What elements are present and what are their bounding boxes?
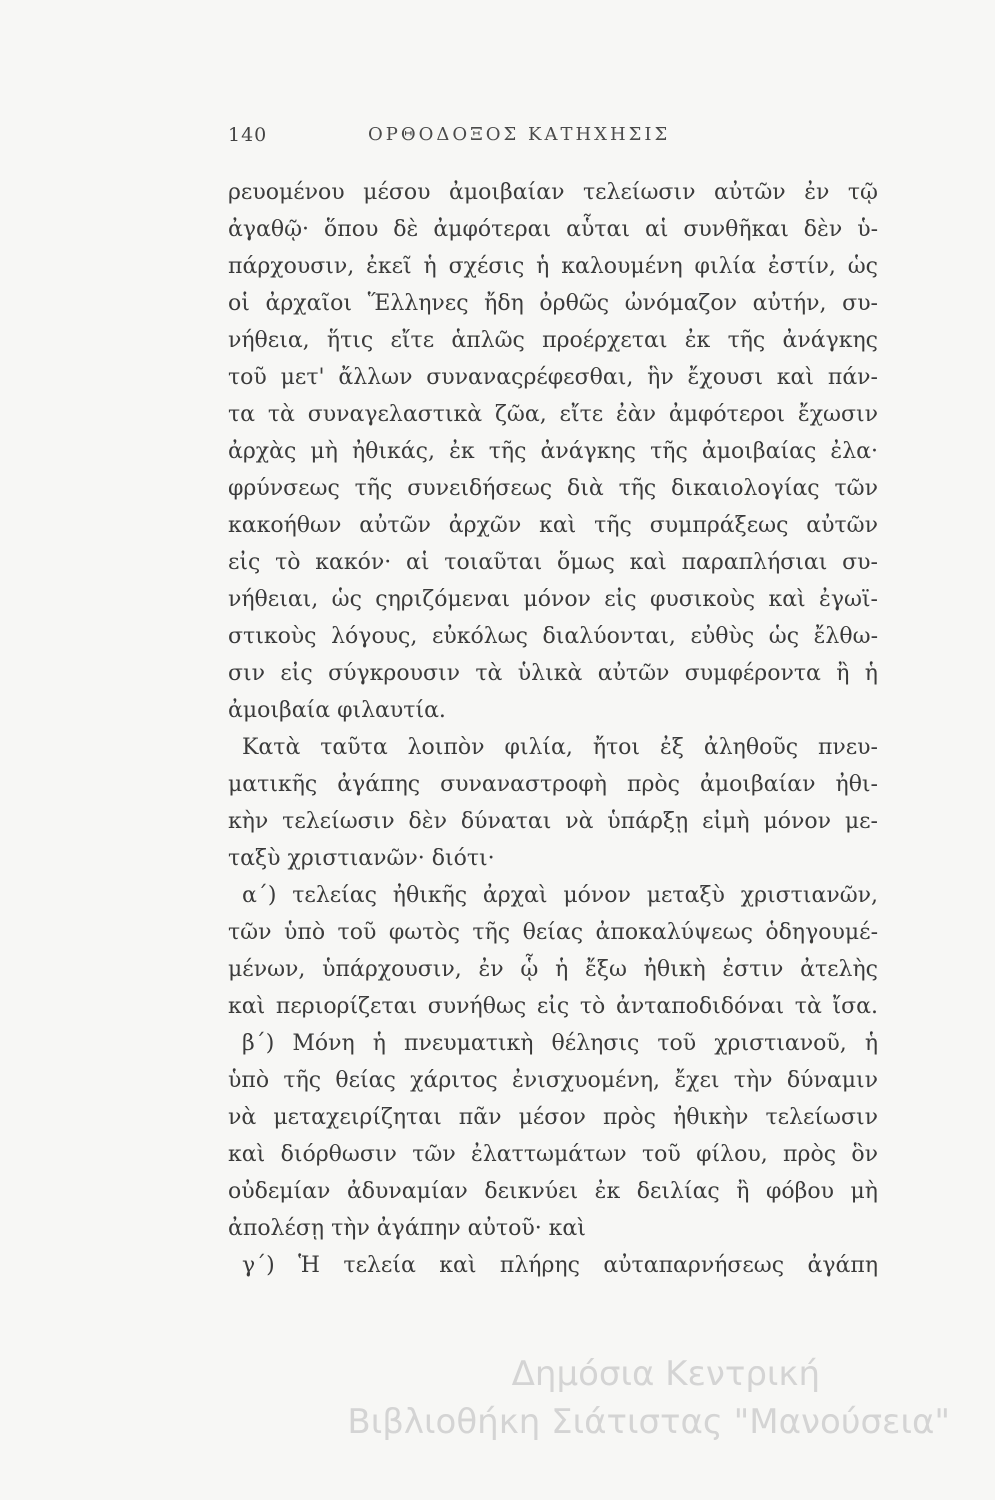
text-line: μένων, ὑπάρχουσιν, ἐν ᾧ ἡ ἔξω ἠθικὴ ἐστιν ἀτελὴς	[228, 957, 878, 982]
watermark-line: Βιβλιοθήκη Σιάτιστας "Μανούσεια"	[347, 1402, 950, 1442]
text-line: ἀμοιβαία φιλαυτία.	[228, 698, 446, 723]
text-line: εἰς τὸ κακόν· αἱ τοιαῦται ὅμως καὶ παραπλήσιαι συ-	[228, 550, 878, 575]
page-header	[228, 124, 878, 154]
text-line: ματικῆς ἀγάπης συναναστροφὴ πρὸς ἀμοιβαίαν ἠθι-	[228, 772, 878, 797]
text-line: νήθειαι, ὡς ςηριζόμεναι μόνον εἰς φυσικοὺς καὶ ἐγωϊ-	[228, 587, 878, 612]
text-line: καὶ διόρθωσιν τῶν ἐλαττωμάτων τοῦ φίλου, πρὸς ὃν	[228, 1142, 878, 1167]
body-text	[228, 174, 878, 1284]
text-line: κὴν τελείωσιν δὲν δύναται νὰ ὑπάρξῃ εἰμὴ μόνον με-	[228, 809, 878, 834]
library-watermark	[230, 1350, 950, 1446]
text-line: α΄) τελείας ἠθικῆς ἀρχαὶ μόνον μεταξὺ χριστιανῶν,	[242, 883, 878, 908]
text-line: πάρχουσιν, ἐκεῖ ἡ σχέσις ἡ καλουμένη φιλία ἐστίν, ὡς	[228, 254, 878, 279]
text-line: νήθεια, ἥτις εἴτε ἁπλῶς προέρχεται ἐκ τῆς ἀνάγκης	[228, 328, 878, 353]
page-number: 140	[228, 124, 268, 146]
text-line: Κατὰ ταῦτα λοιπὸν φιλία, ἤτοι ἐξ ἀληθοῦς πνευ-	[242, 735, 878, 760]
text-line: ἀρχὰς μὴ ἠθικάς, ἐκ τῆς ἀνάγκης τῆς ἀμοιβαίας ἐλα·	[228, 439, 878, 464]
text-line: φρύνσεως τῆς συνειδήσεως διὰ τῆς δικαιολογίας τῶν	[228, 476, 878, 501]
text-line: κακοήθων αὐτῶν ἀρχῶν καὶ τῆς συμπράξεως αὐτῶν	[228, 513, 878, 538]
text-line: ταξὺ χριστιανῶν· διότι·	[228, 846, 495, 871]
text-line: οὐδεμίαν ἀδυναμίαν δεικνύει ἐκ δειλίας ἢ φόβου μὴ	[228, 1179, 878, 1204]
text-line: ἀπολέσῃ τὴν ἀγάπην αὐτοῦ· καὶ	[228, 1216, 586, 1241]
text-line: τοῦ μετ' ἄλλων συναναςρέφεσθαι, ἣν ἔχουσι καὶ πάν-	[228, 365, 878, 390]
text-line: β΄) Μόνη ἡ πνευματικὴ θέλησις τοῦ χριστιανοῦ, ἡ	[242, 1031, 878, 1056]
text-line: τα τὰ συναγελαστικὰ ζῶα, εἴτε ἐὰν ἀμφότεροι ἔχωσιν	[228, 402, 878, 427]
text-line: σιν εἰς σύγκρουσιν τὰ ὑλικὰ αὐτῶν συμφέροντα ἢ ἡ	[228, 661, 878, 686]
text-line: νὰ μεταχειρίζηται πᾶν μέσον πρὸς ἠθικὴν τελείωσιν	[228, 1105, 878, 1130]
text-line: γ΄) Ἡ τελεία καὶ πλήρης αὐταπαρνήσεως ἀγάπη	[242, 1253, 878, 1278]
watermark-line: Δημόσια Κεντρική	[511, 1354, 820, 1394]
text-line: τῶν ὑπὸ τοῦ φωτὸς τῆς θείας ἀποκαλύψεως ὁδηγουμέ-	[228, 920, 878, 945]
text-line: στικοὺς λόγους, εὐκόλως διαλύονται, εὐθὺς ὡς ἔλθω-	[228, 624, 878, 649]
text-line: ὑπὸ τῆς θείας χάριτος ἐνισχυομένη, ἔχει τὴν δύναμιν	[228, 1068, 878, 1093]
text-line: οἱ ἀρχαῖοι Ἕλληνες ἤδη ὀρθῶς ὠνόμαζον αὐτήν, συ-	[228, 291, 878, 316]
text-line: ἀγαθῷ· ὅπου δὲ ἀμφότεραι αὗται αἱ συνθῆκαι δὲν ὑ-	[228, 217, 878, 242]
text-line: ρευομένου μέσου ἀμοιβαίαν τελείωσιν αὐτῶν ἐν τῷ	[228, 180, 878, 205]
running-title: ΟΡΘΟΔΟΞΟΣ ΚΑΤΗΧΗΣΙΣ	[368, 124, 671, 145]
text-line: καὶ περιορίζεται συνήθως εἰς τὸ ἀνταποδιδόναι τὰ ἴσα.	[228, 994, 878, 1019]
